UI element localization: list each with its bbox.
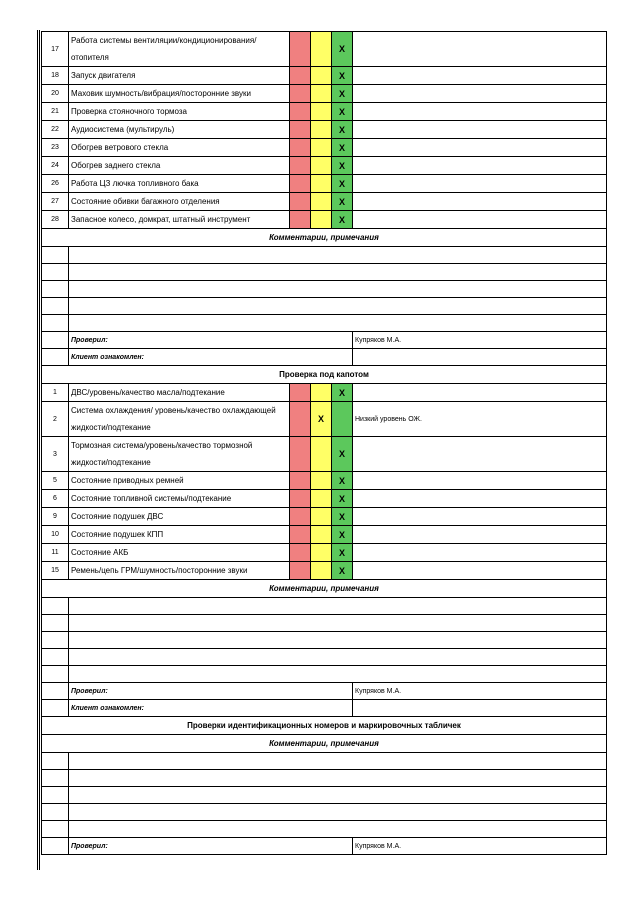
comment-line <box>42 598 607 615</box>
comment-line-num <box>42 804 69 821</box>
comment-line-text[interactable] <box>69 632 607 649</box>
status-yellow-cell[interactable] <box>311 121 332 139</box>
check-item-note <box>353 562 607 580</box>
status-yellow-cell[interactable] <box>311 472 332 490</box>
check-item-label: Ремень/цепь ГРМ/шумность/посторонние звуки <box>69 562 290 580</box>
section-title-under-hood-cell: Проверка под капотом <box>42 366 607 384</box>
row-number: 1 <box>42 384 69 402</box>
section-title-identification-cell: Проверки идентификационных номеров и маркировочных табличек <box>42 717 607 735</box>
comment-line <box>42 247 607 264</box>
status-green-cell[interactable]: X <box>332 211 353 229</box>
check-item-note <box>353 175 607 193</box>
client-acknowledged-row-label: Клиент ознакомлен: <box>69 700 353 717</box>
table-row <box>42 139 607 157</box>
status-green-cell[interactable]: X <box>332 103 353 121</box>
row-number: 22 <box>42 121 69 139</box>
check-item-label: Состояние приводных ремней <box>69 472 290 490</box>
status-red-cell[interactable] <box>290 157 311 175</box>
row-number: 21 <box>42 103 69 121</box>
checked-by-row <box>42 332 607 349</box>
comment-line <box>42 298 607 315</box>
left-border-line-outer <box>37 30 38 870</box>
status-yellow-cell[interactable] <box>311 562 332 580</box>
comment-line-num <box>42 770 69 787</box>
client-acknowledged-row <box>42 349 607 366</box>
check-item-label: Состояние подушек КПП <box>69 526 290 544</box>
comment-line <box>42 753 607 770</box>
row-number: 2 <box>42 402 69 437</box>
check-item-label: Состояние топливной системы/подтекание <box>69 490 290 508</box>
comment-line-num <box>42 821 69 838</box>
comment-line-num <box>42 753 69 770</box>
comments-header <box>42 229 607 247</box>
comment-line <box>42 804 607 821</box>
comment-line-text[interactable] <box>69 247 607 264</box>
status-red-cell[interactable] <box>290 402 311 437</box>
check-item-note <box>353 526 607 544</box>
comments-header-cell: Комментарии, примечания <box>42 735 607 753</box>
row-number: 3 <box>42 437 69 472</box>
comment-line-num <box>42 787 69 804</box>
check-item-note: Низкий уровень ОЖ. <box>353 402 607 437</box>
row-number: 11 <box>42 544 69 562</box>
check-item-label: Состояние обивки багажного отделения <box>69 193 290 211</box>
comment-line-num <box>42 281 69 298</box>
table-row <box>42 211 607 229</box>
status-red-cell[interactable] <box>290 32 311 67</box>
comment-line <box>42 787 607 804</box>
table-row <box>42 544 607 562</box>
table-row <box>42 85 607 103</box>
comment-line <box>42 315 607 332</box>
table-row <box>42 121 607 139</box>
table-row <box>42 32 607 67</box>
status-red-cell[interactable] <box>290 175 311 193</box>
check-item-label: Обогрев заднего стекла <box>69 157 290 175</box>
status-red-cell[interactable] <box>290 562 311 580</box>
comment-line-num <box>42 315 69 332</box>
client-acknowledged-row <box>42 700 607 717</box>
check-item-note <box>353 85 607 103</box>
checked-by-row-label: Проверил: <box>69 838 353 855</box>
checked-by-row-label: Проверил: <box>69 332 353 349</box>
table-row <box>42 490 607 508</box>
status-green-cell[interactable]: X <box>332 384 353 402</box>
comment-line-text[interactable] <box>69 315 607 332</box>
table-row <box>42 437 607 472</box>
row-number: 15 <box>42 562 69 580</box>
check-item-label: Запасное колесо, домкрат, штатный инструмент <box>69 211 290 229</box>
check-item-note <box>353 508 607 526</box>
status-yellow-cell[interactable] <box>311 32 332 67</box>
checked-by-row-num <box>42 838 69 855</box>
check-item-label: Запуск двигателя <box>69 67 290 85</box>
status-green-cell[interactable]: X <box>332 139 353 157</box>
check-item-note <box>353 544 607 562</box>
comment-line-text[interactable] <box>69 666 607 683</box>
status-red-cell[interactable] <box>290 526 311 544</box>
status-green-cell[interactable]: X <box>332 490 353 508</box>
status-yellow-cell[interactable] <box>311 544 332 562</box>
check-item-note <box>353 67 607 85</box>
check-item-label: Состояние АКБ <box>69 544 290 562</box>
row-number: 9 <box>42 508 69 526</box>
status-green-cell[interactable]: X <box>332 193 353 211</box>
check-item-label: ДВС/уровень/качество масла/подтекание <box>69 384 290 402</box>
check-item-note <box>353 121 607 139</box>
checked-by-row-num <box>42 683 69 700</box>
status-green-cell[interactable]: X <box>332 32 353 67</box>
check-item-note <box>353 490 607 508</box>
status-yellow-cell[interactable] <box>311 103 332 121</box>
row-number: 26 <box>42 175 69 193</box>
check-item-label: Система охлаждения/ уровень/качество охлаждающей жидкости/подтекание <box>69 402 290 437</box>
status-green-cell[interactable]: X <box>332 67 353 85</box>
checked-by-row-label: Проверил: <box>69 683 353 700</box>
comment-line <box>42 770 607 787</box>
row-number: 24 <box>42 157 69 175</box>
comment-line-text[interactable] <box>69 598 607 615</box>
comment-line <box>42 615 607 632</box>
status-green-cell[interactable]: X <box>332 437 353 472</box>
status-yellow-cell[interactable] <box>311 211 332 229</box>
comment-line <box>42 821 607 838</box>
status-red-cell[interactable] <box>290 85 311 103</box>
status-yellow-cell[interactable] <box>311 508 332 526</box>
comment-line-num <box>42 666 69 683</box>
status-red-cell[interactable] <box>290 472 311 490</box>
table-row <box>42 472 607 490</box>
comments-header <box>42 735 607 753</box>
row-number: 27 <box>42 193 69 211</box>
table-row <box>42 193 607 211</box>
comment-line-num <box>42 632 69 649</box>
row-number: 6 <box>42 490 69 508</box>
comment-line-num <box>42 264 69 281</box>
table-row <box>42 526 607 544</box>
table-row <box>42 384 607 402</box>
status-green-cell[interactable]: X <box>332 175 353 193</box>
status-red-cell[interactable] <box>290 437 311 472</box>
status-red-cell[interactable] <box>290 490 311 508</box>
status-red-cell[interactable] <box>290 508 311 526</box>
table-row <box>42 402 607 437</box>
client-acknowledged-row-num <box>42 700 69 717</box>
status-yellow-cell[interactable]: X <box>311 402 332 437</box>
status-green-cell[interactable]: X <box>332 472 353 490</box>
check-item-label: Аудиосистема (мультируль) <box>69 121 290 139</box>
status-red-cell[interactable] <box>290 193 311 211</box>
checked-by-row-value: Купряков М.А. <box>353 332 607 349</box>
table-row <box>42 508 607 526</box>
comment-line-text[interactable] <box>69 649 607 666</box>
comment-line <box>42 264 607 281</box>
inspection-sheet <box>41 31 606 855</box>
checked-by-row-value: Купряков М.А. <box>353 838 607 855</box>
table-row <box>42 562 607 580</box>
comment-line-num <box>42 598 69 615</box>
status-green-cell[interactable]: X <box>332 562 353 580</box>
section-title-under-hood <box>42 366 607 384</box>
comment-line-num <box>42 298 69 315</box>
status-yellow-cell[interactable] <box>311 384 332 402</box>
status-green-cell[interactable]: X <box>332 508 353 526</box>
status-red-cell[interactable] <box>290 103 311 121</box>
status-yellow-cell[interactable] <box>311 175 332 193</box>
check-item-note <box>353 472 607 490</box>
checked-by-row-num <box>42 332 69 349</box>
status-red-cell[interactable] <box>290 211 311 229</box>
comment-line-num <box>42 649 69 666</box>
table-row <box>42 103 607 121</box>
client-acknowledged-row-value[interactable] <box>353 700 607 717</box>
check-item-label: Обогрев ветрового стекла <box>69 139 290 157</box>
comment-line-text[interactable] <box>69 804 607 821</box>
status-yellow-cell[interactable] <box>311 139 332 157</box>
comment-line <box>42 649 607 666</box>
status-yellow-cell[interactable] <box>311 490 332 508</box>
status-yellow-cell[interactable] <box>311 193 332 211</box>
comment-line-text[interactable] <box>69 787 607 804</box>
row-number: 28 <box>42 211 69 229</box>
check-item-note <box>353 157 607 175</box>
section-title-identification <box>42 717 607 735</box>
client-acknowledged-row-label: Клиент ознакомлен: <box>69 349 353 366</box>
status-yellow-cell[interactable] <box>311 67 332 85</box>
status-red-cell[interactable] <box>290 121 311 139</box>
row-number: 23 <box>42 139 69 157</box>
row-number: 17 <box>42 32 69 67</box>
check-item-note <box>353 211 607 229</box>
inspection-table <box>41 31 607 855</box>
status-red-cell[interactable] <box>290 384 311 402</box>
check-item-note <box>353 437 607 472</box>
comment-line-text[interactable] <box>69 821 607 838</box>
status-green-cell[interactable]: X <box>332 85 353 103</box>
status-red-cell[interactable] <box>290 544 311 562</box>
check-item-label: Тормозная система/уровень/качество тормозной жидкости/подтекание <box>69 437 290 472</box>
check-item-label: Маховик шумность/вибрация/посторонние звуки <box>69 85 290 103</box>
comment-line-num <box>42 615 69 632</box>
check-item-note <box>353 139 607 157</box>
status-yellow-cell[interactable] <box>311 157 332 175</box>
comments-header-cell: Комментарии, примечания <box>42 580 607 598</box>
status-yellow-cell[interactable] <box>311 437 332 472</box>
status-green-cell[interactable] <box>332 402 353 437</box>
check-item-label: Проверка стояночного тормоза <box>69 103 290 121</box>
status-yellow-cell[interactable] <box>311 526 332 544</box>
comment-line <box>42 666 607 683</box>
checked-by-row-value: Купряков М.А. <box>353 683 607 700</box>
row-number: 20 <box>42 85 69 103</box>
status-green-cell[interactable]: X <box>332 121 353 139</box>
table-row <box>42 175 607 193</box>
check-item-label: Работа ЦЗ лючка топливного бака <box>69 175 290 193</box>
check-item-label: Работа системы вентиляции/кондиционирования/ отопителя <box>69 32 290 67</box>
client-acknowledged-row-num <box>42 349 69 366</box>
status-yellow-cell[interactable] <box>311 85 332 103</box>
comment-line-text[interactable] <box>69 770 607 787</box>
comment-line-text[interactable] <box>69 298 607 315</box>
comment-line <box>42 281 607 298</box>
row-number: 5 <box>42 472 69 490</box>
row-number: 10 <box>42 526 69 544</box>
check-item-note <box>353 103 607 121</box>
comments-header <box>42 580 607 598</box>
table-row <box>42 157 607 175</box>
comment-line <box>42 632 607 649</box>
comment-line-text[interactable] <box>69 264 607 281</box>
status-red-cell[interactable] <box>290 139 311 157</box>
table-row <box>42 67 607 85</box>
comment-line-num <box>42 247 69 264</box>
comments-header-cell: Комментарии, примечания <box>42 229 607 247</box>
check-item-note <box>353 384 607 402</box>
check-item-label: Состояние подушек ДВС <box>69 508 290 526</box>
comment-line-text[interactable] <box>69 281 607 298</box>
checked-by-row <box>42 838 607 855</box>
status-green-cell[interactable]: X <box>332 526 353 544</box>
client-acknowledged-row-value[interactable] <box>353 349 607 366</box>
check-item-note <box>353 193 607 211</box>
status-red-cell[interactable] <box>290 67 311 85</box>
checked-by-row <box>42 683 607 700</box>
row-number: 18 <box>42 67 69 85</box>
check-item-note <box>353 32 607 67</box>
comment-line-text[interactable] <box>69 753 607 770</box>
status-green-cell[interactable]: X <box>332 544 353 562</box>
left-border-line-inner <box>39 30 40 870</box>
comment-line-text[interactable] <box>69 615 607 632</box>
status-green-cell[interactable]: X <box>332 157 353 175</box>
